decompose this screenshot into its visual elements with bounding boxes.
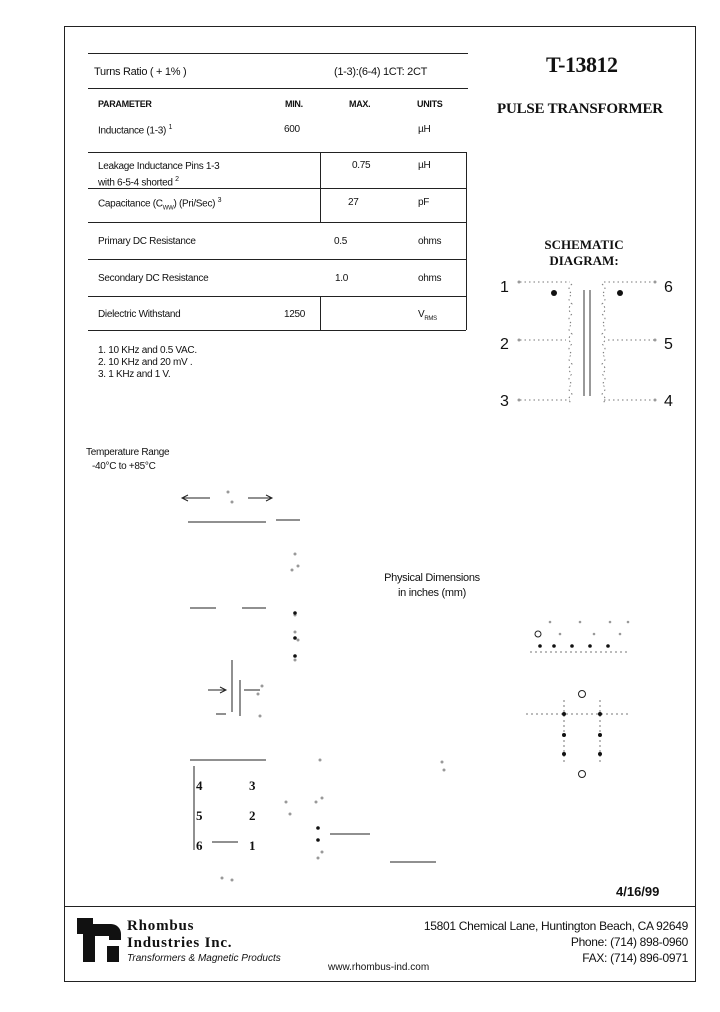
row-parameter-line2: with 6-5-4 shorted [98, 177, 173, 189]
row-rule [88, 259, 466, 260]
header-min: MIN. [285, 99, 303, 109]
row-units: µH [418, 124, 431, 135]
company-contact [380, 918, 688, 966]
schematic-title: SCHEMATIC DIAGRAM: [544, 237, 624, 268]
physical-dimensions-caption: Physical Dimensions in inches (mm) [384, 572, 480, 599]
turns-ratio-rule [88, 88, 468, 89]
note-item: 2. 10 KHz and 20 mV . [98, 357, 193, 368]
notes-list [98, 345, 197, 381]
row-parameter-post: ) (Pri/Sec) [173, 198, 216, 210]
pin-label: 6 [664, 279, 673, 296]
row-rule [88, 296, 466, 297]
row-min: 600 [284, 124, 300, 135]
row-min: 1250 [284, 309, 306, 320]
row-units: ohms [418, 236, 442, 247]
table-row [98, 197, 221, 211]
row-max: 0.75 [352, 160, 371, 171]
row-parameter: Leakage Inductance Pins 1-3 [98, 161, 220, 172]
company-name [127, 918, 232, 952]
row-note: 2 [175, 176, 179, 183]
footprint-pin: 1 [249, 838, 256, 853]
product-type: PULSE TRANSFORMER [497, 101, 663, 117]
footprint-right-pins [249, 771, 256, 861]
company-phone: Phone: (714) 898-0960 [570, 935, 688, 949]
footprint-pin: 6 [196, 838, 203, 853]
pin-label: 5 [664, 336, 673, 353]
table-right-edge [466, 152, 467, 330]
row-units: $V_{RMS}$ [418, 309, 437, 322]
pcb-layout-drawing [520, 612, 640, 792]
pin-label: 3 [500, 393, 509, 410]
company-name-line1: Rhombus [127, 918, 195, 934]
company-fax: FAX: (714) 896-0971 [582, 951, 688, 965]
company-tagline: Transformers & Magnetic Products [127, 953, 281, 964]
table-bottom-rule [88, 330, 466, 331]
mechanical-drawing [170, 480, 460, 890]
row-note: 3 [217, 197, 222, 204]
company-website-link[interactable]: www.rhombus-ind.com [328, 962, 430, 973]
row-parameter: Dielectric Withstand [98, 309, 181, 320]
row-rule [88, 222, 466, 223]
footprint-pin: 2 [249, 808, 256, 823]
transformer-schematic [510, 276, 660, 416]
table-row [98, 160, 219, 189]
row-parameter-sub: WW [162, 205, 174, 212]
table-top-rule [88, 53, 468, 54]
note-item: 3. 1 KHz and 1 V. [98, 369, 171, 380]
footprint-pin: 4 [196, 778, 203, 793]
row-max: 0.5 [334, 236, 348, 247]
pin-label: 2 [500, 336, 509, 353]
note-item: 1. 10 KHz and 0.5 VAC. [98, 345, 197, 356]
header-parameter: PARAMETER [98, 99, 152, 109]
footprint-pin: 3 [249, 778, 256, 793]
row-rule [88, 152, 466, 153]
temperature-value: -40°C to +85°C [92, 461, 156, 472]
row-parameter-pre: Capacitance (C [98, 198, 163, 210]
temperature-label: Temperature Range [86, 447, 170, 458]
table-row [98, 124, 172, 136]
row-max: 27 [348, 197, 359, 208]
row-units: ohms [418, 273, 442, 284]
footprint-left-pins [196, 771, 203, 861]
row-units: µH [418, 160, 431, 171]
header-units: UNITS [417, 99, 443, 109]
row-rule [88, 188, 466, 189]
pin-label: 4 [664, 393, 673, 410]
row-units: pF [418, 197, 430, 208]
column-divider [320, 296, 321, 330]
column-divider [320, 152, 321, 222]
part-number: T-13812 [546, 52, 618, 77]
rhombus-logo-icon [77, 918, 123, 962]
company-address: 15801 Chemical Lane, Huntington Beach, CA 92649 [423, 919, 688, 933]
row-parameter: Inductance (1-3) [98, 125, 167, 137]
pin-label: 1 [500, 279, 509, 296]
footprint-pin: 5 [196, 808, 203, 823]
company-name-line2: Industries Inc. [127, 935, 233, 951]
temperature-range [86, 446, 169, 474]
row-parameter: Primary DC Resistance [98, 236, 196, 247]
header-max: MAX. [349, 99, 371, 109]
revision-date: 4/16/99 [616, 884, 660, 899]
footer-rule [64, 906, 696, 907]
turns-ratio-label: Turns Ratio ( + 1% ) [94, 66, 187, 78]
row-max: 1.0 [335, 273, 349, 284]
turns-ratio-value: (1-3):(6-4) 1CT: 2CT [334, 66, 428, 78]
row-note: 1 [168, 124, 173, 131]
row-parameter: Secondary DC Resistance [98, 273, 209, 284]
